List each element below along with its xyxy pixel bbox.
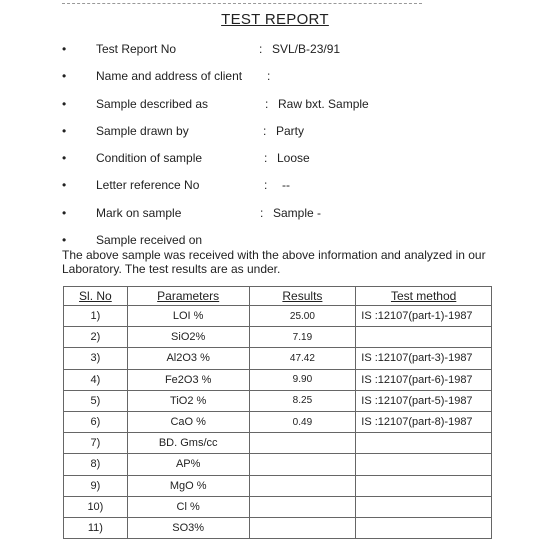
cell-parameter: SO3% [127, 517, 249, 538]
field-label: Sample described as [96, 97, 209, 111]
field-label: Sample received on [96, 233, 203, 247]
cell-method: IS :12107(part-3)-1987 [356, 348, 492, 369]
header-results: Results [249, 287, 356, 306]
field-letter-reference [0, 178, 550, 196]
field-value: Party [276, 124, 305, 138]
bullet: • [62, 124, 67, 138]
table-header-row [64, 287, 492, 306]
cell-method: IS :12107(part-6)-1987 [356, 369, 492, 390]
table-row [64, 411, 492, 432]
cell-sl: 9) [64, 475, 128, 496]
intro-line: Laboratory. The test results are as under. [62, 262, 281, 276]
cell-parameter: Fe2O3 % [127, 369, 249, 390]
cell-sl: 10) [64, 496, 128, 517]
header-parameters: Parameters [127, 287, 249, 306]
cell-result: 25.00 [249, 306, 356, 327]
table-row [64, 433, 492, 454]
cell-method: IS :12107(part-5)-1987 [356, 390, 492, 411]
cell-sl: 7) [64, 433, 128, 454]
cell-method [356, 475, 492, 496]
field-separator: : [260, 206, 264, 220]
bullet: • [62, 69, 67, 83]
field-label: Test Report No [96, 42, 177, 56]
field-separator: : [267, 69, 271, 83]
header-sl-no: Sl. No [64, 287, 128, 306]
table-row [64, 517, 492, 538]
cell-method [356, 496, 492, 517]
cell-sl: 5) [64, 390, 128, 411]
table-row [64, 306, 492, 327]
field-value: Loose [277, 151, 310, 165]
field-condition [0, 151, 550, 169]
cell-method: IS :12107(part-8)-1987 [356, 411, 492, 432]
field-sample-described [0, 97, 550, 115]
cell-result [249, 433, 356, 454]
intro-paragraph [62, 248, 532, 276]
table-row [64, 390, 492, 411]
cell-result [249, 475, 356, 496]
cell-sl: 4) [64, 369, 128, 390]
intro-line: The above sample was received with the above information and analyzed in our [62, 248, 486, 262]
cell-sl: 8) [64, 454, 128, 475]
cell-parameter: CaO % [127, 411, 249, 432]
field-value: -- [282, 178, 290, 192]
cell-result [249, 496, 356, 517]
field-label: Name and address of client [96, 69, 243, 83]
top-dashed-rule [62, 3, 422, 4]
field-value: SVL/B-23/91 [272, 42, 341, 56]
bullet: • [62, 151, 67, 165]
results-table [63, 286, 492, 539]
bullet: • [62, 97, 67, 111]
field-value: Sample - [273, 206, 322, 220]
cell-result [249, 454, 356, 475]
cell-parameter: AP% [127, 454, 249, 475]
cell-method [356, 517, 492, 538]
cell-method [356, 327, 492, 348]
cell-parameter: Cl % [127, 496, 249, 517]
bullet: • [62, 233, 67, 247]
field-sample-drawn [0, 124, 550, 142]
cell-parameter: MgO % [127, 475, 249, 496]
field-label: Mark on sample [96, 206, 182, 220]
report-title: TEST REPORT [221, 11, 329, 28]
field-test-report-no [0, 42, 550, 60]
cell-parameter: LOI % [127, 306, 249, 327]
cell-method: IS :12107(part-1)-1987 [356, 306, 492, 327]
field-label: Letter reference No [96, 178, 200, 192]
field-value: Raw bxt. Sample [278, 97, 369, 111]
field-separator: : [264, 178, 268, 192]
cell-result: 0.49 [249, 411, 356, 432]
cell-result: 7.19 [249, 327, 356, 348]
cell-sl: 2) [64, 327, 128, 348]
bullet: • [62, 206, 67, 220]
field-separator: : [259, 42, 263, 56]
table-row [64, 454, 492, 475]
cell-result [249, 517, 356, 538]
field-separator: : [263, 124, 267, 138]
table-row [64, 327, 492, 348]
header-test-method: Test method [356, 287, 492, 306]
cell-result: 47.42 [249, 348, 356, 369]
field-label: Condition of sample [96, 151, 203, 165]
table-row [64, 496, 492, 517]
table-row [64, 369, 492, 390]
field-separator: : [265, 97, 269, 111]
cell-result: 8.25 [249, 390, 356, 411]
cell-method [356, 454, 492, 475]
cell-sl: 11) [64, 517, 128, 538]
field-client [0, 69, 550, 87]
field-label: Sample drawn by [96, 124, 189, 138]
cell-parameter: BD. Gms/cc [127, 433, 249, 454]
field-mark-on-sample [0, 206, 550, 224]
bullet: • [62, 42, 67, 56]
cell-sl: 1) [64, 306, 128, 327]
bullet: • [62, 178, 67, 192]
cell-parameter: TiO2 % [127, 390, 249, 411]
cell-sl: 3) [64, 348, 128, 369]
cell-sl: 6) [64, 411, 128, 432]
table-row [64, 348, 492, 369]
cell-result: 9.90 [249, 369, 356, 390]
table-row [64, 475, 492, 496]
cell-method [356, 433, 492, 454]
cell-parameter: SiO2% [127, 327, 249, 348]
cell-parameter: Al2O3 % [127, 348, 249, 369]
field-separator: : [264, 151, 268, 165]
